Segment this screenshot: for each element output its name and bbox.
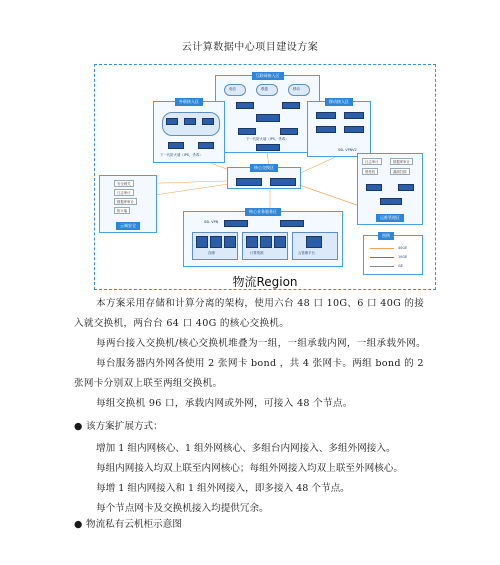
load-balancer-icon [256,114,280,122]
core-switch-icon [236,178,262,186]
firewall-icon [398,184,414,191]
router-icon [202,118,214,125]
extranet-access-zone [153,101,225,163]
sub-item: 每个节点网卡及交换机接入均提供冗余。 [96,503,269,514]
internet-access-zone-title: 互联网接入区 [252,72,284,80]
legend-line-10ge [370,257,394,258]
sslvpn-label: SSL VPNV2 [338,148,357,152]
security-item: 日志审计 [114,189,134,196]
cloud-security-zone [99,175,157,233]
legend-label: GE [398,264,403,268]
security-item: 数据库审计 [114,198,137,205]
region-label: 物流Region [232,275,298,289]
bullet-item [74,418,163,432]
security-item: 防火墙 [114,207,130,214]
firewall-icon [280,128,298,135]
bullet-text: 物流私有云机柜示意图 [86,519,182,530]
firewall-icon [168,142,184,149]
mobile-access-zone [307,101,371,157]
vpn-gateway-icon [316,126,336,133]
ops-item: 堡垒机 [362,168,378,175]
sub-item: 每增 1 组内网接入和 1 组外网接入，即多接入 48 个节点。 [96,483,350,494]
internet-access-zone [215,75,320,153]
core-switch-zone-title: 核心交换区 [250,164,278,172]
server-icon [260,236,272,248]
storage-icon [210,236,222,248]
switch-icon [380,198,402,205]
legend-label: 10GE [398,255,408,259]
core-switch-zone [227,167,301,189]
paragraph: 每两台接入交换机/核心交换机堆叠为一组，一组承载内网，一组承载外网。 [96,338,427,349]
bullet-dot-icon: ● [74,519,83,530]
network-architecture-diagram [94,64,436,290]
bullet-text: 该方案扩展方式： [86,421,163,432]
core-business-zone [183,211,343,267]
sub-item: 增加 1 组内网核心、1 组外网核心、多组台内网接入、多组外网接入。 [96,443,396,454]
cloud-mgmt-label: 云管理平台 [298,251,315,255]
cloud-security-zone-title: 云端安全 [116,222,140,230]
paragraph: 每台服务器内外网各使用 2 张网卡 bond ，共 4 张网卡。两组 bond 的 2 张网卡分别双上联至两组交换机。 [74,358,424,389]
storage-icon [224,236,236,248]
vpn-gateway-icon [344,126,364,133]
legend-title: 图例 [378,232,394,240]
legend-box [363,235,423,275]
server-icon [246,236,258,248]
legend-line-ge [370,266,394,267]
core-switch-icon [270,178,296,186]
core-business-zone-title: 核心业务服务区 [245,208,281,216]
paragraph: 每组交换机 96 口，承载内网或外网，可接入 48 个节点。 [96,398,353,409]
bullet-dot-icon: ● [74,421,83,432]
cloud-label-telecom: 电信 [229,87,236,91]
lb-label: SSL VPN [204,220,219,224]
ops-management-zone-title: 运维管理区 [376,214,404,222]
compute-label: 计算资源 [250,251,264,255]
switch-icon [280,220,304,227]
firewall-label: 下一代防火墙（IPS、杀毒） [160,153,203,157]
paragraph: 本方案采用存储和计算分离的架构，使用六台 48 口 10G、6 口 40G 的接入就交换机，两台台 64 口 40G 的核心交换机。 [74,298,425,329]
router-icon [282,102,300,109]
extranet-access-zone-title: 外联接入区 [175,98,203,106]
switch-icon [256,144,280,151]
document-title: 云计算数据中心项目建设方案 [181,42,319,53]
storage-label: 存储 [208,251,215,255]
management-server-icon [306,236,322,248]
ops-item: 日志审计 [362,158,382,165]
router-icon [184,118,196,125]
legend-line-40ge [370,248,394,249]
security-item: 安全网关 [114,180,134,187]
firewall-icon [366,184,382,191]
firewall-label: 下一代防火墙（IPS、杀毒） [246,137,289,141]
cloud-label-unicom: 联通 [261,87,268,91]
firewall-icon [238,128,256,135]
cloud-label-mobile: 移动 [293,87,300,91]
mobile-access-zone-title: 移动接入区 [325,98,353,106]
storage-icon [196,236,208,248]
ops-item: 数据库审计 [390,158,413,165]
switch-icon [224,220,248,227]
router-icon [166,118,178,125]
server-icon [274,236,286,248]
switch-icon [344,112,364,119]
firewall-icon [198,142,214,149]
switch-icon [316,112,336,119]
sub-item: 每组内网接入均双上联至内网核心；每组外网接入均双上联至外网核心。 [96,463,403,474]
legend-label: 40GE [398,246,408,250]
router-icon [236,102,254,109]
ops-management-zone [357,153,423,225]
bullet-item [74,516,182,530]
ops-item: 漏洞扫描 [390,168,410,175]
